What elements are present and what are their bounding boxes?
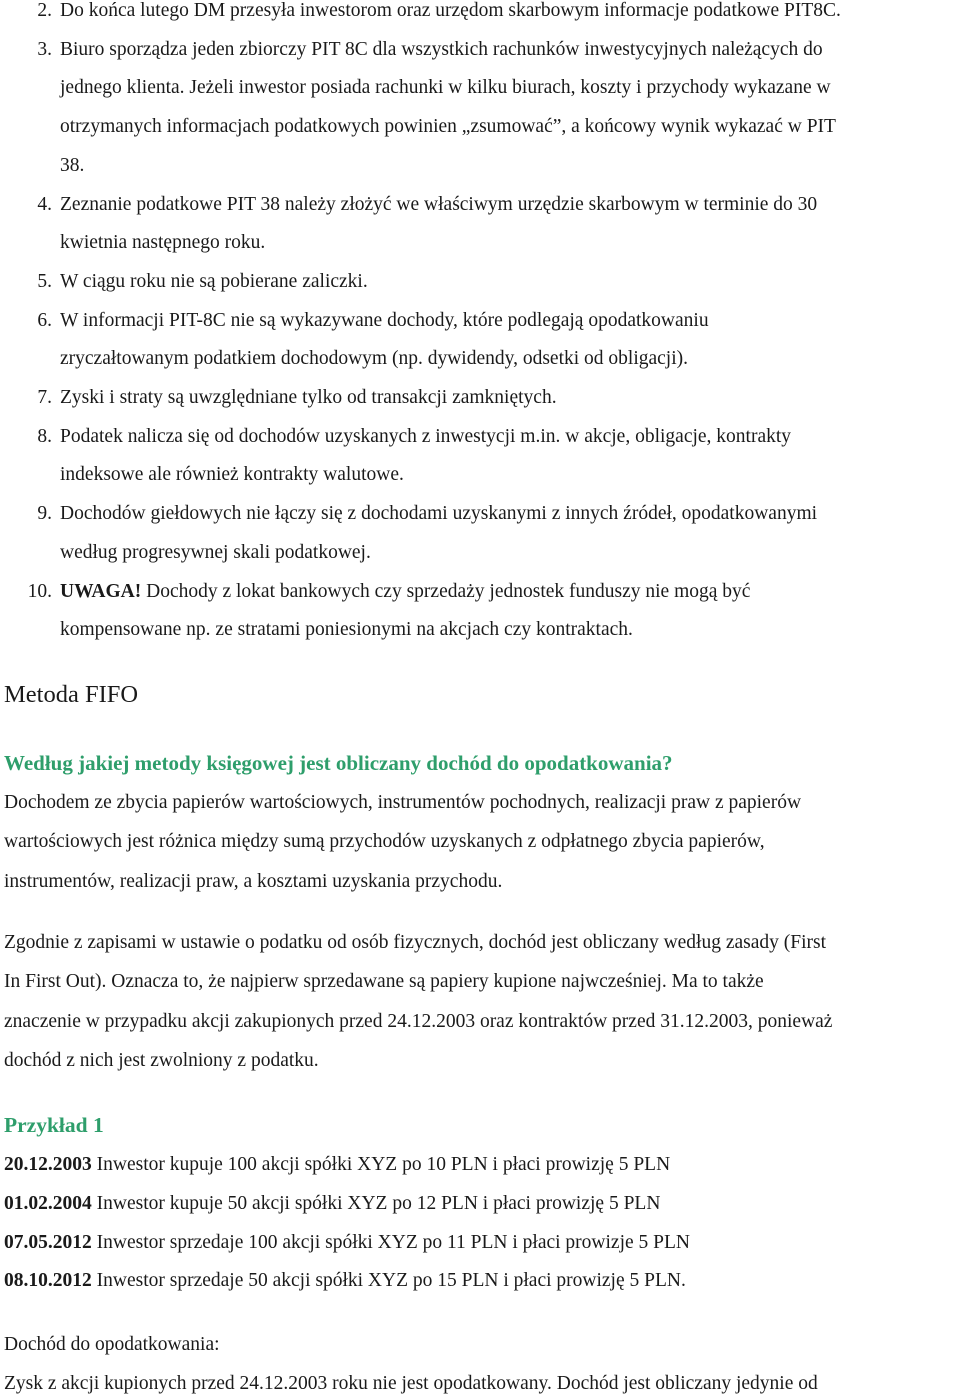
list-text: kompensowane np. ze stratami poniesionymi na akcjach czy kontraktach. xyxy=(60,619,633,641)
list-item xyxy=(0,302,960,379)
list-item xyxy=(0,418,960,495)
list-text: według progresywnej skali podatkowej. xyxy=(60,541,371,563)
list-item xyxy=(0,495,960,572)
list-item xyxy=(0,573,960,650)
list-text: jednego klienta. Jeżeli inwestor posiada rachunki w kilku biurach, koszty i przychody wykazane w xyxy=(60,77,831,99)
question-heading: Według jakiej metody księgowej jest obliczany dochód do opodatkowania? xyxy=(4,751,673,775)
list-number: 6. xyxy=(37,309,52,331)
paragraph-fifo-rule xyxy=(4,923,960,1080)
transaction-date: 01.02.2004 xyxy=(4,1193,92,1214)
list-text-part: Dochody z lokat bankowych czy sprzedaży jednostek funduszy nie mogą być xyxy=(141,580,751,602)
paragraph-line: znaczenie w przypadku akcji zakupionych przed 24.12.2003 oraz kontraktów przed 31.12.2003, ponieważ xyxy=(4,1010,833,1032)
transaction-line xyxy=(4,1229,690,1257)
section-heading: Metoda FIFO xyxy=(4,681,139,708)
list-text: indeksowe ale również kontrakty walutowe. xyxy=(60,464,404,486)
list-item xyxy=(0,186,960,263)
list-number: 3. xyxy=(37,38,52,60)
list-text: otrzymanych informacjach podatkowych powinien „zsumować”, a końcowy wynik wykazać w PIT xyxy=(60,116,836,138)
list-number: 10. xyxy=(27,580,52,602)
list-text: zryczałtowanym podatkiem dochodowym (np. dywidendy, odsetki od obligacji). xyxy=(60,348,689,370)
list-text xyxy=(60,573,960,612)
list-item xyxy=(0,263,960,302)
transaction-line xyxy=(4,1151,670,1179)
list-item xyxy=(0,379,960,418)
list-text: Podatek nalicza się od dochodów uzyskanych z inwestycji m.in. w akcje, obligacje, kontrakty xyxy=(60,425,792,447)
closing-line: Zysk z akcji kupionych przed 24.12.2003 roku nie jest opodatkowany. Dochód jest obliczany jedynie od xyxy=(4,1373,818,1394)
paragraph-line: Dochodem ze zbycia papierów wartościowych, instrumentów pochodnych, realizacji praw z papierów xyxy=(4,792,802,813)
list-number: 9. xyxy=(37,503,52,525)
list-text: Do końca lutego DM przesyła inwestorom oraz urzędom skarbowym informacje podatkowe PIT8C. xyxy=(60,0,841,21)
list-text: kwietnia następnego roku. xyxy=(60,232,266,254)
transaction-date: 07.05.2012 xyxy=(4,1232,92,1253)
list-item xyxy=(0,31,960,186)
list-number: 8. xyxy=(37,425,52,447)
transaction-text: Inwestor sprzedaje 50 akcji spółki XYZ po 15 PLN i płaci prowizję 5 PLN. xyxy=(91,1270,686,1291)
list-text: W ciągu roku nie są pobierane zaliczki. xyxy=(60,270,368,292)
list-number: 2. xyxy=(37,0,52,21)
list-text: Zeznanie podatkowe PIT 38 należy złożyć we właściwym urzędzie skarbowym w terminie do 30 xyxy=(60,193,818,215)
transaction-line xyxy=(4,1190,660,1218)
rules-list xyxy=(0,0,960,650)
list-text: 38. xyxy=(60,154,85,176)
transaction-text: Inwestor kupuje 100 akcji spółki XYZ po 10 PLN i płaci prowizję 5 PLN xyxy=(91,1154,671,1175)
transaction-line xyxy=(4,1267,686,1295)
list-text: W informacji PIT-8C nie są wykazywane dochody, które podlegają opodatkowaniu xyxy=(60,309,709,331)
transaction-text: Inwestor sprzedaje 100 akcji spółki XYZ po 11 PLN i płaci prowizje 5 PLN xyxy=(91,1232,690,1253)
list-item xyxy=(0,0,960,31)
transaction-text: Inwestor kupuje 50 akcji spółki XYZ po 12 PLN i płaci prowizję 5 PLN xyxy=(91,1193,661,1214)
paragraph-line: In First Out). Oznacza to, że najpierw sprzedawane są papiery kupione najwcześniej. Ma to także xyxy=(4,971,764,993)
list-text: Zyski i straty są uwzględniane tylko od transakcji zamkniętych. xyxy=(60,387,557,409)
transaction-date: 20.12.2003 xyxy=(4,1154,92,1175)
paragraph-income-definition xyxy=(4,783,960,901)
list-text: Biuro sporządza jeden zbiorczy PIT 8C dla wszystkich rachunków inwestycyjnych należących do xyxy=(60,38,823,60)
list-number: 7. xyxy=(37,387,52,409)
list-number: 5. xyxy=(37,270,52,292)
paragraph-line: wartościowych jest różnica między sumą przychodów uzyskanych z odpłatnego zbycia papierów, xyxy=(4,831,765,853)
paragraph-line: instrumentów, realizacji praw, a kosztami uzyskania przychodu. xyxy=(4,870,503,892)
income-label: Dochód do opodatkowania: xyxy=(4,1334,220,1355)
paragraph-line: dochód z nich jest zwolniony z podatku. xyxy=(4,1049,319,1071)
transaction-date: 08.10.2012 xyxy=(4,1270,92,1291)
list-number: 4. xyxy=(37,193,52,215)
list-text: Dochodów giełdowych nie łączy się z dochodami uzyskanymi z innych źródeł, opodatkowanymi xyxy=(60,503,818,525)
example-title: Przykład 1 xyxy=(4,1113,104,1137)
warning-label: UWAGA! xyxy=(60,580,142,602)
paragraph-line: Zgodnie z zapisami w ustawie o podatku od osób fizycznych, dochód jest obliczany według zasady (First xyxy=(4,932,827,953)
